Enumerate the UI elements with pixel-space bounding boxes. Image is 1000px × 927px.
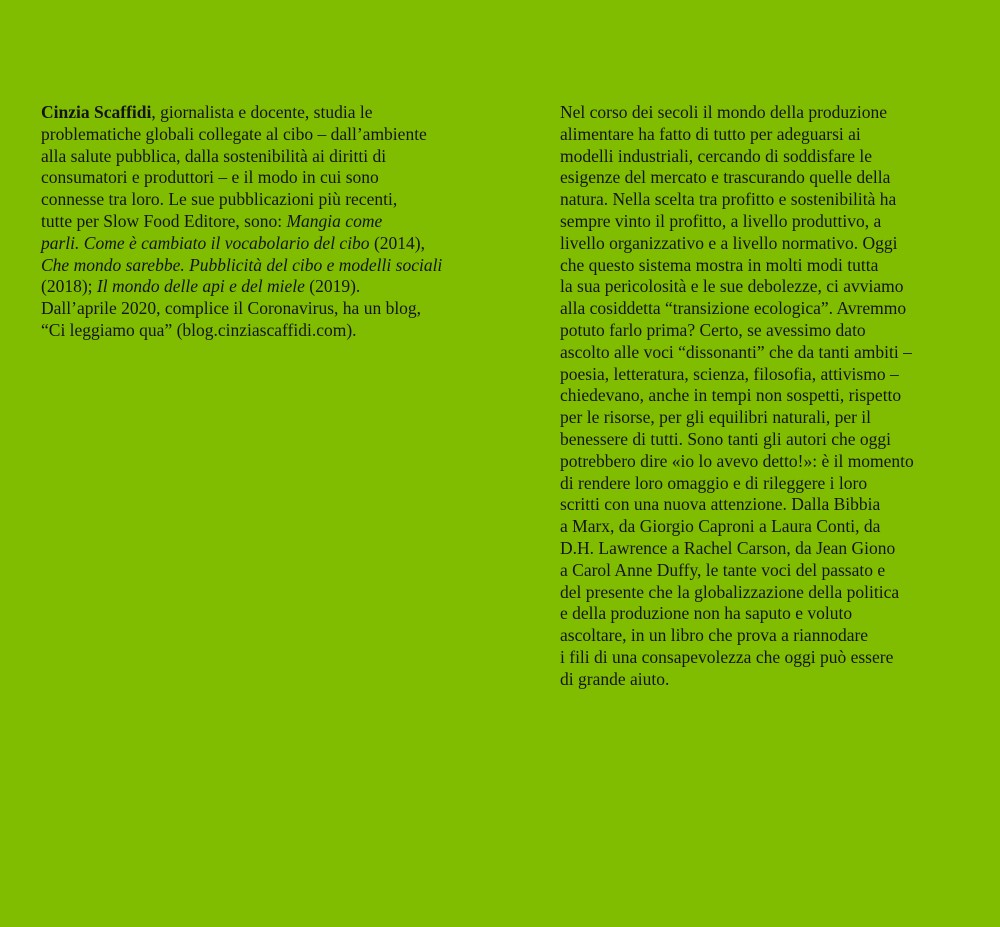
bio-text: connesse tra loro. Le sue pubblicazioni più recenti, bbox=[41, 189, 398, 210]
bio-text: (2019). bbox=[304, 276, 361, 297]
blurb-line: ascoltare, in un libro che prova a riannodare bbox=[560, 625, 869, 646]
author-bio bbox=[41, 102, 471, 342]
blurb-line: scritti con una nuova attenzione. Dalla Bibbia bbox=[560, 494, 881, 515]
bio-text: (2018); bbox=[41, 276, 97, 297]
bio-line bbox=[41, 124, 471, 146]
blurb-line: Nel corso dei secoli il mondo della produzione bbox=[560, 102, 888, 122]
book-title: Mangia come bbox=[286, 210, 383, 231]
bio-line bbox=[41, 298, 471, 320]
bio-line bbox=[41, 167, 471, 189]
blurb-line: natura. Nella scelta tra profitto e sostenibilità ha bbox=[560, 189, 897, 210]
bio-text: tutte per Slow Food Editore, sono: bbox=[41, 210, 287, 231]
bio-line bbox=[41, 211, 471, 233]
blurb-line: potuto farlo prima? Certo, se avessimo dato bbox=[560, 319, 866, 340]
blurb-line: alimentare ha fatto di tutto per adeguarsi ai bbox=[560, 123, 861, 144]
blurb-line: i fili di una consapevolezza che oggi può essere bbox=[560, 646, 894, 667]
bio-line bbox=[41, 102, 471, 124]
blurb-line: per le risorse, per gli equilibri naturali, per il bbox=[560, 407, 872, 428]
blurb-line: D.H. Lawrence a Rachel Carson, da Jean Giono bbox=[560, 537, 896, 558]
bio-text: (2014), bbox=[369, 232, 425, 253]
book-title: parli. Come è cambiato il vocabolario del cibo bbox=[41, 232, 370, 253]
blurb-line: a Carol Anne Duffy, le tante voci del passato e bbox=[560, 559, 886, 580]
bio-text: “Ci leggiamo qua” (blog.cinziascaffidi.com). bbox=[41, 319, 357, 340]
bio-text: alla salute pubblica, dalla sostenibilità ai diritti di bbox=[41, 145, 387, 166]
blurb-line: modelli industriali, cercando di soddisfare le bbox=[560, 145, 872, 166]
blurb-line: poesia, letteratura, scienza, filosofia, attivismo – bbox=[560, 363, 899, 384]
bio-line bbox=[41, 233, 471, 255]
blurb-line: del presente che la globalizzazione della politica bbox=[560, 581, 900, 602]
bio-text: Dall’aprile 2020, complice il Coronavirus, ha un blog, bbox=[41, 298, 422, 319]
bio-text: , giornalista e docente, studia le bbox=[151, 102, 373, 122]
book-title: Che mondo sarebbe. Pubblicità del cibo e modelli sociali bbox=[41, 254, 443, 275]
blurb-line: benessere di tutti. Sono tanti gli autori che oggi bbox=[560, 428, 891, 449]
bio-line bbox=[41, 146, 471, 168]
blurb-line: esigenze del mercato e trascurando quelle della bbox=[560, 167, 891, 188]
bio-line bbox=[41, 276, 471, 298]
blurb-line: alla cosiddetta “transizione ecologica”. Avremmo bbox=[560, 298, 907, 319]
book-title: Il mondo delle api e del miele bbox=[96, 276, 305, 297]
author-name: Cinzia Scaffidi bbox=[41, 102, 152, 122]
bio-text: consumatori e produttori – e il modo in cui sono bbox=[41, 167, 379, 188]
blurb-line: di grande aiuto. bbox=[560, 668, 670, 689]
bio-text: problematiche globali collegate al cibo – dall’ambiente bbox=[41, 123, 427, 144]
blurb-line: ascolto alle voci “dissonanti” che da tanti ambiti – bbox=[560, 341, 912, 362]
bio-line bbox=[41, 320, 471, 342]
blurb-line: che questo sistema mostra in molti modi tutta bbox=[560, 254, 879, 275]
blurb-line: e della produzione non ha saputo e voluto bbox=[560, 603, 853, 624]
blurb-line: a Marx, da Giorgio Caproni a Laura Conti, da bbox=[560, 516, 881, 537]
book-blurb bbox=[560, 102, 960, 691]
blurb-line: sempre vinto il profitto, a livello produttivo, a bbox=[560, 210, 882, 231]
blurb-line: potrebbero dire «io lo avevo detto!»: è il momento bbox=[560, 450, 914, 471]
blurb-line: livello organizzativo e a livello normativo. Oggi bbox=[560, 232, 898, 253]
blurb-line: chiedevano, anche in tempi non sospetti, rispetto bbox=[560, 385, 902, 406]
bio-line bbox=[41, 255, 471, 277]
blurb-line: di rendere loro omaggio e di rileggere i loro bbox=[560, 472, 868, 493]
bio-line bbox=[41, 189, 471, 211]
blurb-line: la sua pericolosità e le sue debolezze, ci avviamo bbox=[560, 276, 904, 297]
